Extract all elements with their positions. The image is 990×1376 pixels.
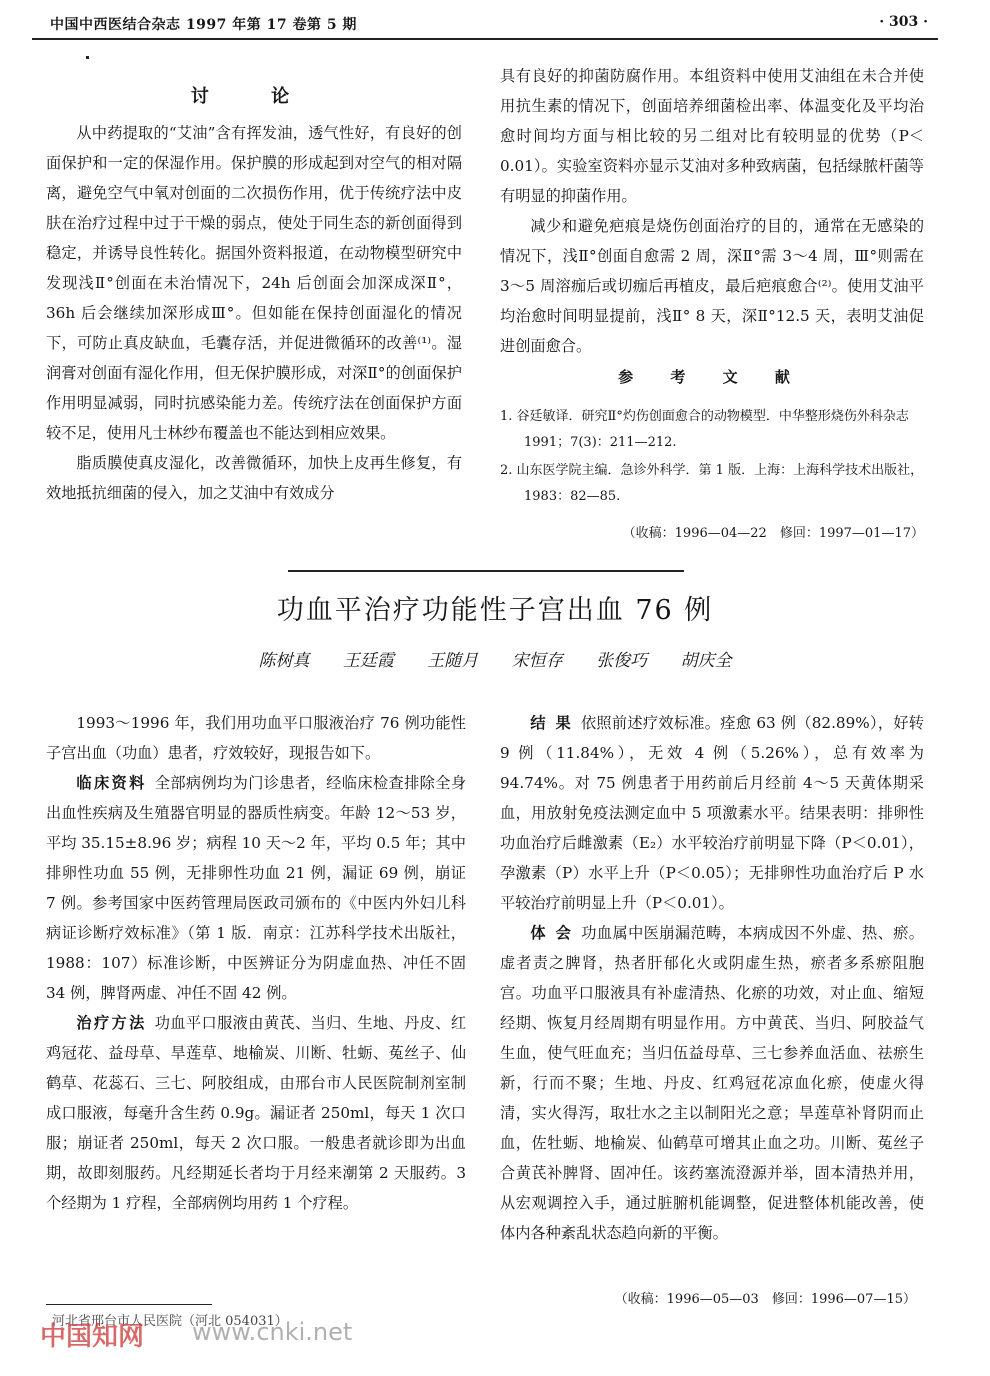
author: 胡庆全 — [680, 651, 732, 671]
clinical-text: 全部病例均为门诊患者，经临床检查排除全身出血性疾病及生殖器官明显的器质性病变。年龄 12～53 岁，平均 35.15±8.96 岁；病程 10 天～2 年，平均 0.5 年；其中排卵性功血 55 例，无排卵性功血 21 例，漏证 69 例，崩证 7 例。参考国家中医药管理局医政司颁布的《中医内外妇儿科病证诊断疗效标准》（第 1 版．南京：江苏科学技术出版社，1988：107）标准诊断，中医辨证分为阴虚血热、冲任不固 34 例，脾肾两虚、冲任不固 42 例。 — [46, 774, 467, 1002]
discussion-paragraph: 从中药提取的“艾油”含有挥发油，透气性好，有良好的创面保护和一定的保湿作用。保护膜的形成起到对空气的相对隔离，避免空气中氧对创面的二次损伤作用，优于传统疗法中皮肤在治疗过程中过于干燥的弱点，使处于同生态的新创面得到稳定，并诱导良性转化。据国外资料报道，在动物模型研究中发现浅Ⅱ°创面在未治情况下，24h 后创面会加深成深Ⅱ°，36h 后会继续加深形成Ⅲ°。但如能在保持创面湿化的情况下，可防止真皮缺血，毛囊存活，并促进微循环的改善⁽¹⁾。湿润膏对创面有湿化作用，但无保护膜形成，对深Ⅱ°的创面保护作用明显减弱，同时抗感染能力差。传统疗法在创面保护方面较不足，使用凡士林纱布覆盖也不能达到相应效果。 — [46, 124, 462, 442]
experience-label: 体 会 — [530, 924, 574, 942]
result-text: 依照前述疗效标准。痊愈 63 例（82.89%），好转 9 例（11.84%），无效 4 例（5.26%），总有效率为 94.74%。对 75 例患者于用药前后月经前 4～5 天黄体期采血，用放射免疫法测定血中 5 项激素水平。结果表明：排卵性功血治疗后雌激素（E₂）水平较治疗前明显下降（P＜0.01），孕激素（P）水平上升（P＜0.05）；无排卵性功血治疗后 P 水平较治疗前明显上升（P＜0.01）。 — [500, 714, 924, 912]
discussion-paragraph: 具有良好的抑菌防腐作用。本组资料中使用艾油组在未合并使用抗生素的情况下，创面培养细菌检出率、体温变化及平均治愈时间均方面与相比较的另二组对比有较明显的优势（P＜0.01）。实验室资料亦显示艾油对多种致病菌，包括绿脓杆菌等有明显的抑菌作用。 — [500, 67, 924, 205]
experience-paragraph — [500, 918, 924, 1248]
header-rule — [32, 38, 938, 40]
article-divider — [288, 570, 684, 572]
method-text: 功血平口服液由黄芪、当归、生地、丹皮、红鸡冠花、益母草、旱莲草、地榆炭、川断、牡蛎、菟丝子、仙鹤草、花蕊石、三七、阿胶组成，由邢台市人民医院制剂室制成口服液，每毫升含生药 0.9g。漏证者 250ml，每天 1 次口服；崩证者 250ml，每天 2 次口服。一般患者就诊即为出血期，故即刻服药。凡经期延长者均于月经来潮第 2 天服药。3 个经期为 1 疗程，全部病例均用药 1 个疗程。 — [46, 1014, 467, 1212]
intro-paragraph: 1993～1996 年，我们用功血平口服液治疗 76 例功能性子宫出血（功血）患者，疗效较好，现报告如下。 — [46, 714, 466, 762]
journal-header: 中国中西医结合杂志 1997 年第 17 卷第 5 期 — [50, 17, 357, 33]
article-right-column — [500, 708, 924, 1248]
margin-dot — [86, 56, 89, 59]
clinical-label: 临床资料 — [76, 774, 147, 792]
author: 陈树真 — [258, 651, 310, 671]
author: 张俊巧 — [596, 651, 648, 671]
article-left-column — [46, 708, 466, 1218]
clinical-paragraph — [46, 768, 466, 1008]
article-received-date: （收稿：1996—05—03 修回：1996—07—15） — [614, 1292, 916, 1307]
discussion-heading: 讨 论 — [190, 86, 318, 107]
page-number: · 303 · — [879, 14, 928, 30]
experience-text: 功血属中医崩漏范畴，本病成因不外虚、热、瘀。虚者责之脾肾，热者肝郁化火或阴虚生热，瘀者多系瘀阻胞宫。功血平口服液具有补虚清热、化瘀的功效，对止血、缩短经期、恢复月经周期有明显作用。方中黄芪、当归、阿胶益气生血，使气旺血充；当归伍益母草、三七参养血活血、祛瘀生新，行而不聚；生地、丹皮、红鸡冠花凉血化瘀，使虚火得清，实火得泻，取壮水之主以制阳光之意；旱莲草补肾阴而止血，佐牡蛎、地榆炭、仙鹤草可增其止血之功。川断、菟丝子合黄芪补脾肾、固冲任。该药塞流澄源并举，固本清热并用，从宏观调控入手，通过脏腑机能调整，促进整体机能改善，使体内各种紊乱状态趋向新的平衡。 — [500, 924, 924, 1242]
author: 王廷霞 — [342, 651, 394, 671]
discussion-paragraph: 减少和避免疤痕是烧伤创面治疗的目的，通常在无感染的情况下，浅Ⅱ°创面自愈需 2 周，深Ⅱ°需 3～4 周，Ⅲ°则需在 3～5 周溶痂后或切痂后再植皮，最后疤痕愈合⁽²⁾。使用艾油平均治愈时间明显提前，浅Ⅱ° 8 天，深Ⅱ°12.5 天，表明艾油促进创面愈合。 — [500, 217, 924, 355]
author-affiliation-footnote: 河北省邢台市人民医院（河北 054031） — [52, 1314, 288, 1329]
footnote-rule — [46, 1304, 212, 1305]
cnki-url-watermark: www.cnki.net — [192, 1318, 353, 1346]
method-paragraph — [46, 1008, 466, 1218]
reference-item: 1. 谷廷敏译．研究Ⅱ°灼伤创面愈合的动物模型．中华整形烧伤外科杂志 1991；7(3)：211—212. — [500, 409, 909, 450]
discussion-right-column — [500, 61, 924, 361]
references-heading: 参 考 文 献 — [618, 368, 806, 386]
result-paragraph — [500, 708, 924, 918]
author: 王随月 — [427, 651, 479, 671]
cnki-watermark: 中国知网 — [40, 1322, 145, 1352]
result-label: 结 果 — [530, 714, 573, 732]
discussion-paragraph: 脂质膜使真皮湿化，改善微循环，加快上皮再生修复，有效地抵抗细菌的侵入，加之艾油中有效成分 — [46, 454, 462, 502]
received-date: （收稿：1996—04—22 修回：1997—01—17） — [622, 526, 924, 541]
article-title: 功血平治疗功能性子宫出血 76 例 — [276, 595, 714, 626]
method-label: 治疗方法 — [76, 1014, 147, 1032]
references-list — [500, 404, 924, 512]
reference-item: 2. 山东医学院主编．急诊外科学．第 1 版．上海：上海科学技术出版社，1983：82—85. — [500, 463, 924, 504]
author-list — [0, 646, 990, 671]
author: 宋恒存 — [511, 651, 563, 671]
discussion-left-column — [46, 118, 462, 508]
